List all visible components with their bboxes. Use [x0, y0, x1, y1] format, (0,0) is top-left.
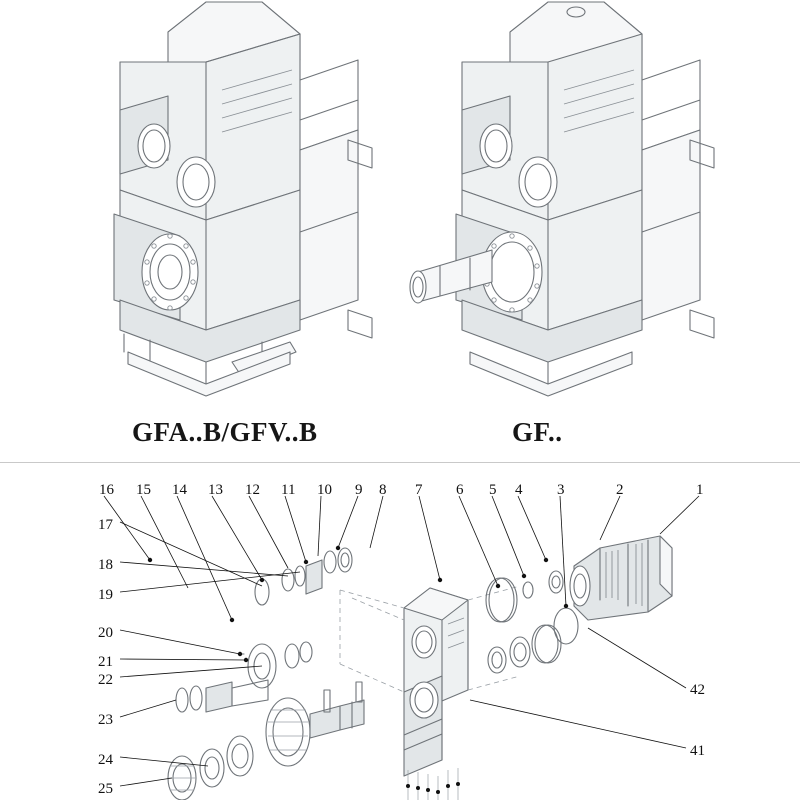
gear-unit-left [114, 2, 372, 396]
callout-18: 18 [98, 557, 113, 573]
section-divider [0, 462, 800, 463]
callout-11: 11 [281, 482, 296, 498]
callout-21: 21 [98, 654, 113, 670]
callout-23: 23 [98, 712, 113, 728]
callout-17: 17 [98, 517, 113, 533]
callout-5: 5 [489, 482, 497, 498]
callout-19: 19 [98, 587, 113, 603]
gear-unit-right [410, 2, 714, 396]
callout-4: 4 [515, 482, 523, 498]
callout-16: 16 [99, 482, 114, 498]
callout-14: 14 [172, 482, 187, 498]
callout-8: 8 [379, 482, 387, 498]
callout-12: 12 [245, 482, 260, 498]
callout-13: 13 [208, 482, 223, 498]
caption-right: GF.. [512, 417, 563, 447]
callout-7: 7 [415, 482, 423, 498]
exploded-view [104, 496, 699, 800]
callout-6: 6 [456, 482, 464, 498]
callout-2: 2 [616, 482, 624, 498]
callout-22: 22 [98, 672, 113, 688]
callout-25: 25 [98, 781, 113, 797]
callout-9: 9 [355, 482, 363, 498]
callout-1: 1 [696, 482, 704, 498]
callout-15: 15 [136, 482, 151, 498]
callout-41: 41 [690, 743, 705, 759]
callout-10: 10 [317, 482, 332, 498]
caption-left: GFA..B/GFV..B [132, 417, 318, 447]
callout-42: 42 [690, 682, 705, 698]
callout-24: 24 [98, 752, 113, 768]
callout-20: 20 [98, 625, 113, 641]
callout-3: 3 [557, 482, 565, 498]
